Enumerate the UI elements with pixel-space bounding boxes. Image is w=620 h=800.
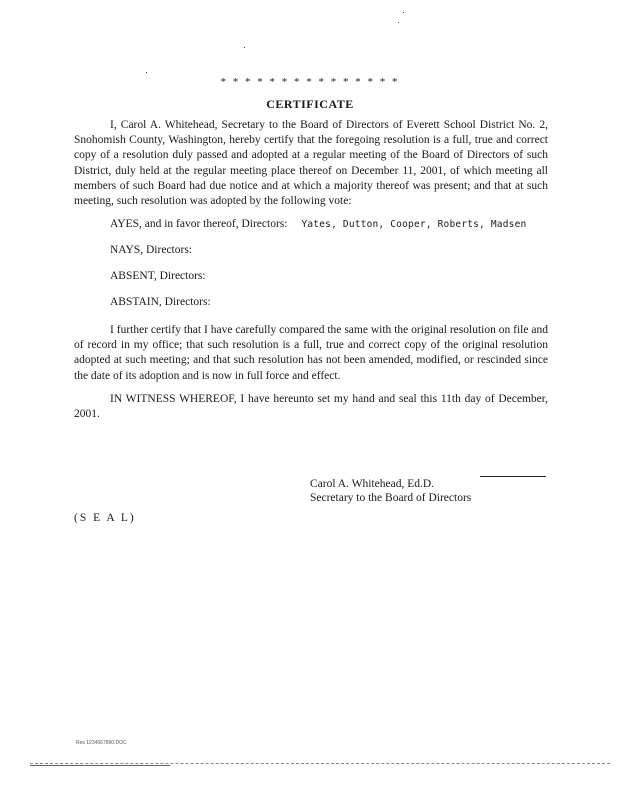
seal-mark: (S E A L) [74,512,136,524]
further-certify-paragraph: I further certify that I have carefully compared the same with the original resolution on file and of record in my office; that such resolution is a full, true and correct copy of the original resolution adopted at such meeting; and that such resolution has not been amended, modified, or rescinded since the date of its adoption and is now in full force and effect. [74,324,548,382]
signer-name: Carol A. Whitehead, Ed.D. [310,478,435,490]
signature-line [480,476,546,477]
footer-rule-solid [30,765,170,766]
scan-speck [244,47,245,48]
ayes-row [110,218,526,230]
ayes-names: Yates, Dutton, Cooper, Roberts, Madsen [301,219,527,230]
abstain-label: ABSTAIN, Directors: [110,296,211,308]
star-divider: * * * * * * * * * * * * * * * [220,76,400,88]
absent-label: ABSENT, Directors: [110,270,206,282]
certification-paragraph: I, Carol A. Whitehead, Secretary to the Board of Directors of Everett School District No. 2, Snohomish County, Washington, hereby certify that the foregoing resolution is a full, true and correct copy of a resolution duly passed and adopted at a regular meeting of the Board of Directors of such District, duly held at the regular meeting place thereof on December 11, 2001, of which meeting all members of such Board had due notice and at which a majority thereof was present; and that at such meeting, such resolution was adopted by the following vote: [74,119,548,208]
signer-title: Secretary to the Board of Directors [310,492,472,504]
ayes-label: AYES, and in favor thereof, Directors: [110,218,288,230]
footer-rule [30,763,610,764]
certificate-title: CERTIFICATE [266,97,354,111]
scan-speck [403,12,404,13]
scan-speck [146,72,147,73]
footer-file-tag: Res 1234567890.DOC [76,740,127,746]
scan-speck [398,22,399,23]
nays-label: NAYS, Directors: [110,244,192,256]
witness-paragraph: IN WITNESS WHEREOF, I have hereunto set my hand and seal this 11th day of December, 2001. [74,393,548,421]
